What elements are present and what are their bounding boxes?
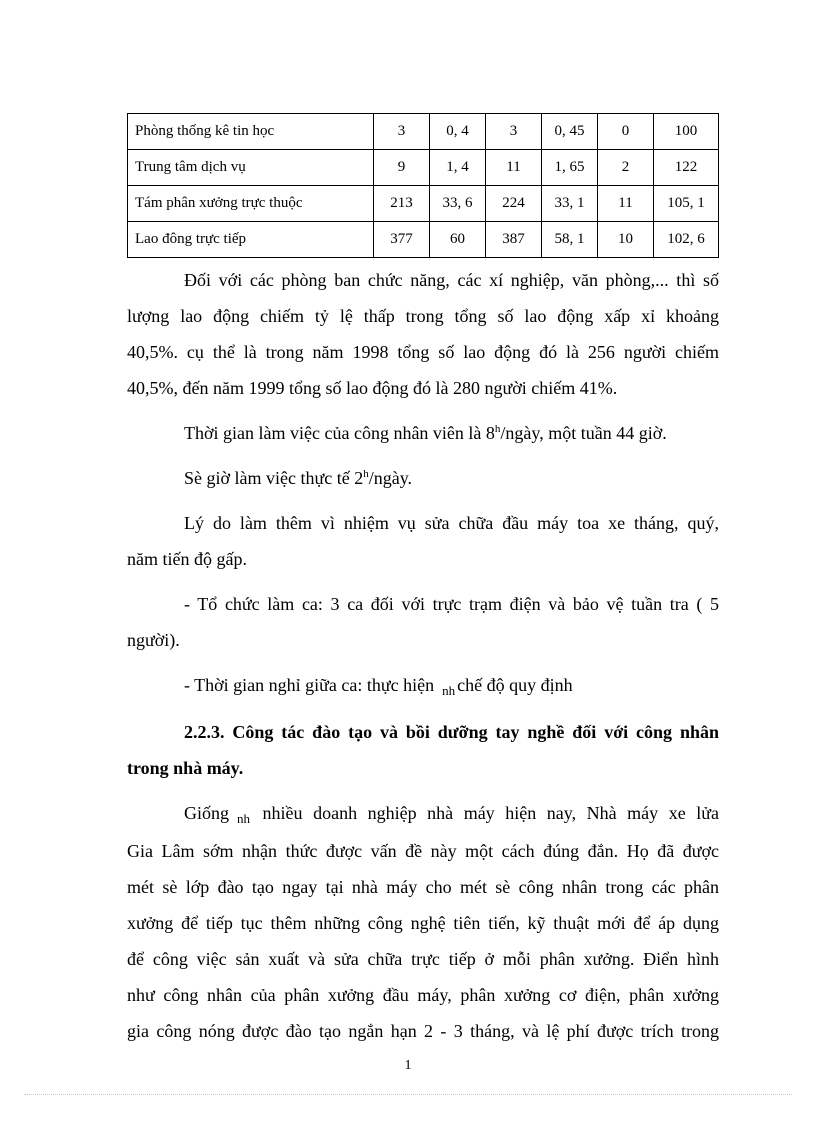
break-time-paragraph (127, 667, 719, 705)
text-line: năm tiến độ gấp. (127, 549, 247, 569)
table-cell: 9 (374, 150, 430, 186)
text-line: 40,5%. cụ thể là trong năm 1998 tổng số lao động đó là 256 người chiếm (127, 342, 719, 362)
table-cell: 33, 1 (542, 186, 598, 222)
table-cell: 213 (374, 186, 430, 222)
table-row (128, 114, 719, 150)
table-cell: 102, 6 (654, 222, 719, 258)
table-cell: 3 (374, 114, 430, 150)
text-span: nhiều doanh nghiệp nhà máy hiện nay, Nhà máy xe lửa (262, 803, 719, 823)
text-span: /ngày. (368, 468, 413, 488)
text-line: Gia Lâm sớm nhận thức được vấn đề này một cách đúng đắn. Họ đã được (127, 841, 719, 861)
footer-divider (24, 1094, 792, 1095)
text-line: Lý do làm thêm vì nhiệm vụ sửa chữa đầu máy toa xe tháng, quý, (184, 513, 719, 533)
table-cell: 33, 6 (430, 186, 486, 222)
row-label: Lao đông trực tiếp (128, 222, 374, 258)
table-cell: 0 (598, 114, 654, 150)
table-cell: 11 (486, 150, 542, 186)
row-label: Tám phân xưởng trực thuộc (128, 186, 374, 222)
superscript: h (494, 423, 501, 435)
abbreviation-nh: nh (237, 811, 250, 826)
text-line: người). (127, 630, 180, 650)
table-cell: 3 (486, 114, 542, 150)
table-cell: 387 (486, 222, 542, 258)
table-cell: 58, 1 (542, 222, 598, 258)
text-span: /ngày, một tuần 44 giờ. (500, 423, 667, 443)
text-span: Sè giờ làm việc thực tế 2 (184, 468, 364, 488)
table-cell: 60 (430, 222, 486, 258)
actual-hours-paragraph (127, 460, 719, 496)
text-line: để công việc sản xuất và sửa chữa trực tiếp ở mỗi phân xưởng. Điển hình (127, 949, 719, 969)
table-cell: 377 (374, 222, 430, 258)
training-paragraph-first-line (127, 795, 719, 833)
row-label: Phòng thống kê tin học (128, 114, 374, 150)
text-line: - Tổ chức làm ca: 3 ca đối với trực trạm điện và bảo vệ tuần tra ( 5 (184, 594, 719, 614)
table-cell: 10 (598, 222, 654, 258)
labor-table (127, 113, 719, 258)
working-hours-paragraph (127, 415, 719, 451)
page-number: 1 (404, 1058, 412, 1073)
table-cell: 1, 65 (542, 150, 598, 186)
table-cell: 1, 4 (430, 150, 486, 186)
table-cell: 2 (598, 150, 654, 186)
table-cell: 100 (654, 114, 719, 150)
table-row (128, 222, 719, 258)
body-text (127, 262, 719, 1049)
table-cell: 11 (598, 186, 654, 222)
table-cell: 105, 1 (654, 186, 719, 222)
abbreviation-nh: nh (442, 683, 456, 698)
table-cell: 0, 45 (542, 114, 598, 150)
text-span: Thời gian làm việc của công nhân viên là 8 (184, 423, 495, 443)
superscript: h (363, 468, 369, 480)
text-line: lượng lao động chiếm tỷ lệ thấp trong tổng số lao động xấp xỉ khoảng (127, 306, 719, 326)
text-span: chế độ quy định (457, 675, 573, 695)
text-line: 40,5%, đến năm 1999 tổng số lao động đó là 280 người chiếm 41%. (127, 378, 618, 398)
table-row (128, 150, 719, 186)
text-span: Giống (184, 803, 229, 823)
text-line: mét sè lớp đào tạo ngay tại nhà máy cho mét sè công nhân trong các phân (127, 877, 719, 897)
text-line: xưởng để tiếp tục thêm những công nghệ tiên tiến, kỹ thuật mới để áp dụng (127, 913, 719, 933)
text-span: - Thời gian nghỉ giữa ca: thực hiện (184, 675, 435, 695)
text-line: Đối với các phòng ban chức năng, các xí nghiệp, văn phòng,... thì số (184, 270, 719, 290)
table-cell: 0, 4 (430, 114, 486, 150)
section-heading: trong nhà máy. (127, 758, 244, 778)
text-line: như công nhân của phân xưởng đầu máy, phân xưởng cơ điện, phân xưởng (127, 985, 719, 1005)
table-cell: 122 (654, 150, 719, 186)
table-row (128, 186, 719, 222)
table-cell: 224 (486, 186, 542, 222)
row-label: Trung tâm dịch vụ (128, 150, 374, 186)
section-heading: 2.2.3. Công tác đào tạo và bồi dưỡng tay nghề đối với công nhân (184, 722, 719, 742)
text-line: gia công nóng được đào tạo ngắn hạn 2 - 3 tháng, và lệ phí được trích trong (127, 1021, 719, 1041)
